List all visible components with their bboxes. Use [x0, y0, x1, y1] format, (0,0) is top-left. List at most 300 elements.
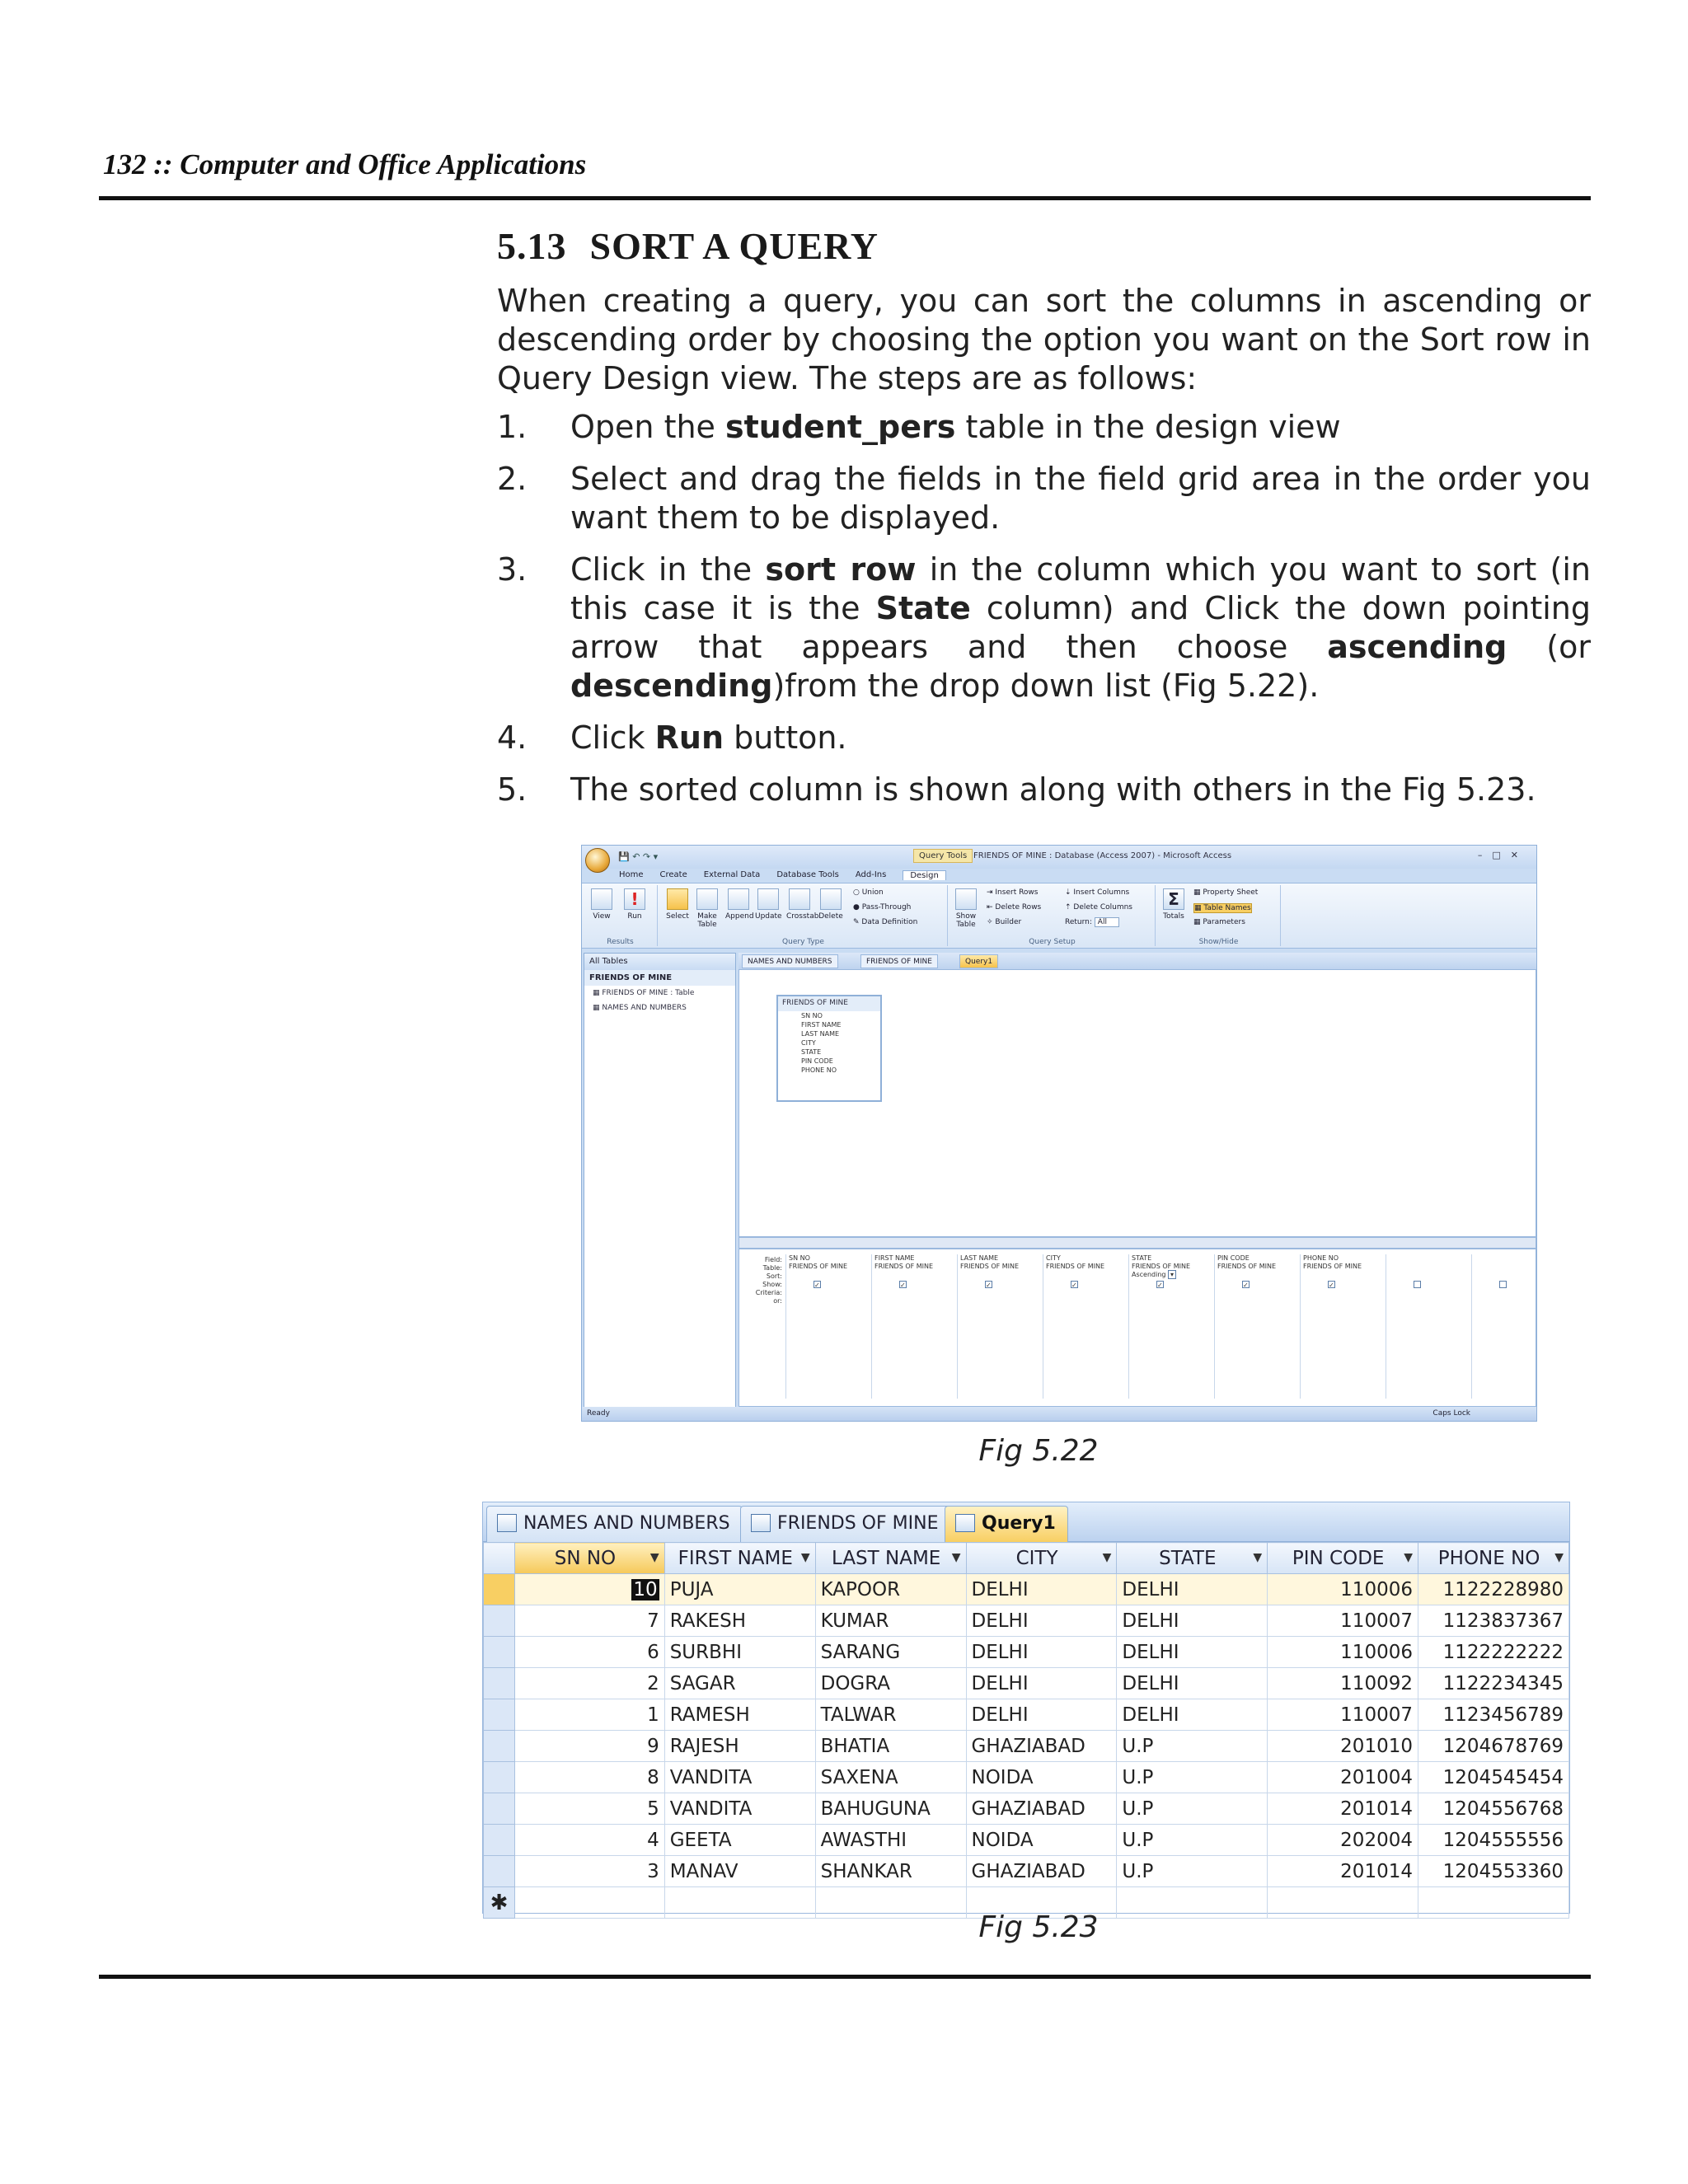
cell-value: 7: [647, 1610, 659, 1632]
query-icon: [497, 1514, 517, 1532]
chevron-down-icon[interactable]: ▼: [649, 1550, 659, 1564]
table-cell[interactable]: [1418, 1637, 1568, 1668]
cell-value: DELHI: [1122, 1610, 1179, 1632]
delete-button[interactable]: [818, 888, 844, 921]
row-selector[interactable]: [484, 1574, 515, 1605]
step-text: table in the design view: [955, 409, 1341, 445]
step-number: 1.: [497, 409, 528, 445]
cell-value: 1122228980: [1442, 1578, 1564, 1601]
make-table-button[interactable]: [694, 888, 720, 929]
nav-group-friends[interactable]: FRIENDS OF MINE: [584, 970, 735, 986]
cell-value: U.P: [1122, 1860, 1154, 1882]
table-row[interactable]: [484, 1856, 1569, 1887]
top-rule: [99, 196, 1591, 200]
doc-tab-friends[interactable]: FRIENDS OF MINE: [860, 954, 938, 968]
row-selector[interactable]: [484, 1793, 515, 1825]
table-cell[interactable]: [1117, 1793, 1268, 1825]
datasheet-body: [484, 1574, 1569, 1919]
table-cell[interactable]: [514, 1887, 664, 1919]
table-cell[interactable]: [966, 1731, 1117, 1762]
cell-value: 1204545454: [1442, 1766, 1564, 1788]
step-text: The sorted column is shown along with others in the Fig 5.23.: [570, 771, 1536, 808]
header-row: [484, 1543, 1569, 1574]
cell-value: KAPOOR: [820, 1578, 901, 1601]
table-row[interactable]: [484, 1825, 1569, 1856]
grid-column[interactable]: SN NO FRIENDS OF MINE ✓: [785, 1254, 871, 1399]
table-cell[interactable]: [1117, 1637, 1268, 1668]
step-number: 4.: [497, 719, 528, 756]
table-cell[interactable]: [1268, 1574, 1418, 1605]
parameters-button[interactable]: ▦ Parameters: [1193, 918, 1245, 926]
show-table-button[interactable]: [953, 888, 979, 929]
table-cell[interactable]: [1418, 1699, 1568, 1731]
select-label: Select: [666, 912, 689, 921]
cell-value: DELHI: [971, 1672, 1029, 1694]
table-cell[interactable]: [1268, 1605, 1418, 1637]
table-cell[interactable]: [966, 1637, 1117, 1668]
table-names-button[interactable]: ▦ Table Names: [1194, 904, 1251, 912]
cell-value: TALWAR: [820, 1704, 897, 1726]
step-text: column) and Click the down pointing arrow that appears and then choose: [570, 590, 1591, 665]
cell-value: 4: [647, 1829, 659, 1851]
nav-item-names-numbers[interactable]: ▦ NAMES AND NUMBERS: [593, 1004, 687, 1012]
cell-value: 8: [647, 1766, 659, 1788]
table-cell[interactable]: [1418, 1731, 1568, 1762]
show-checkbox[interactable]: ✓: [1329, 1282, 1334, 1289]
show-checkbox[interactable]: ✓: [1071, 1282, 1077, 1289]
table-cell[interactable]: [664, 1699, 815, 1731]
chevron-down-icon[interactable]: ▼: [1253, 1550, 1263, 1564]
field-list-item[interactable]: PIN CODE: [801, 1057, 833, 1065]
chevron-down-icon[interactable]: ▼: [1404, 1550, 1413, 1564]
table-cell[interactable]: [1418, 1793, 1568, 1825]
results-label: Results: [607, 938, 634, 946]
results-group: [584, 885, 658, 946]
table-cell[interactable]: [815, 1574, 966, 1605]
grid-column-empty[interactable]: [1386, 1254, 1471, 1399]
query-setup-label: Query Setup: [1029, 938, 1076, 946]
totals-label: Totals: [1163, 912, 1184, 921]
table-cell[interactable]: [815, 1668, 966, 1699]
cell-value: DELHI: [1122, 1578, 1179, 1601]
grid-column[interactable]: PIN CODE FRIENDS OF MINE ✓: [1214, 1254, 1300, 1399]
step-text: in the column which you want to sort (in this case it is the: [570, 551, 1591, 626]
query-icon: [955, 1514, 975, 1532]
append-icon: [728, 888, 749, 910]
step-text: Select and drag the fields in the field grid area in the order you want them to be displayed.: [570, 461, 1591, 536]
grid-column[interactable]: CITY FRIENDS OF MINE ✓: [1043, 1254, 1128, 1399]
doc-tab-names-numbers[interactable]: NAMES AND NUMBERS: [742, 954, 838, 968]
step-bold: Run: [654, 719, 724, 756]
cell-value: SHANKAR: [820, 1860, 912, 1882]
steps-list: [497, 408, 1591, 823]
field-list-item[interactable]: LAST NAME: [801, 1030, 840, 1038]
cell-value: 1204678769: [1442, 1735, 1564, 1757]
cell-value: GHAZIABAD: [971, 1860, 1085, 1882]
show-checkbox[interactable]: ✓: [1243, 1282, 1249, 1289]
step-bold: student_pers: [725, 409, 956, 445]
table-cell[interactable]: [514, 1825, 664, 1856]
cell-value: AWASTHI: [820, 1829, 907, 1851]
show-hide-label: Show/Hide: [1198, 938, 1239, 946]
table-cell[interactable]: [1418, 1762, 1568, 1793]
sort-dropdown[interactable]: Ascending ▾: [1132, 1271, 1214, 1279]
table-cell[interactable]: [664, 1731, 815, 1762]
section-title-text: SORT A QUERY: [589, 225, 879, 267]
cell-value: U.P: [1122, 1766, 1154, 1788]
figure-caption-5-22: Fig 5.22: [978, 1434, 1099, 1468]
select-icon: [667, 888, 688, 910]
table-cell[interactable]: [1117, 1699, 1268, 1731]
table-cell[interactable]: [815, 1731, 966, 1762]
cell-value: 10: [633, 1578, 658, 1601]
table-cell[interactable]: [514, 1793, 664, 1825]
table-cell[interactable]: [966, 1668, 1117, 1699]
table-cell[interactable]: [1268, 1762, 1418, 1793]
ds-tab-query1[interactable]: Query1: [945, 1506, 1068, 1542]
update-button[interactable]: [755, 888, 781, 921]
run-label: Run: [627, 912, 642, 921]
table-cell[interactable]: [1268, 1731, 1418, 1762]
cell-value: 1122234345: [1442, 1672, 1564, 1694]
crosstab-label: Crosstab: [786, 912, 819, 921]
step-text: Open the: [570, 409, 726, 445]
update-icon: [757, 888, 779, 910]
cell-value: NOIDA: [971, 1829, 1034, 1851]
query-type-label: Query Type: [782, 938, 824, 946]
crosstab-icon: [789, 888, 810, 910]
cell-value: 201014: [1340, 1860, 1413, 1882]
cell-value: 1204553360: [1442, 1860, 1564, 1882]
cell-value: 1122222222: [1442, 1641, 1564, 1663]
table-row[interactable]: [484, 1637, 1569, 1668]
chevron-down-icon[interactable]: ▼: [1102, 1550, 1112, 1564]
column-header-state[interactable]: STATE ▼: [1117, 1543, 1268, 1574]
totals-button[interactable]: [1160, 888, 1187, 921]
tab-home[interactable]: Home: [619, 870, 644, 879]
table-cell[interactable]: [1268, 1793, 1418, 1825]
table-cell[interactable]: [1268, 1637, 1418, 1668]
cell-value: RAJESH: [669, 1735, 739, 1757]
cell-value: 110006: [1340, 1578, 1413, 1601]
cell-value: 2: [647, 1672, 659, 1694]
doc-tab-query1[interactable]: Query1: [959, 954, 998, 968]
query-design-grid: [738, 1249, 1536, 1407]
table-cell[interactable]: [815, 1825, 966, 1856]
show-checkbox[interactable]: [1499, 1281, 1507, 1288]
table-cell[interactable]: [966, 1605, 1117, 1637]
office-button[interactable]: [585, 848, 610, 873]
cell-value: DOGRA: [820, 1672, 891, 1694]
show-checkbox[interactable]: [1414, 1281, 1421, 1288]
ds-tab-names-numbers[interactable]: NAMES AND NUMBERS: [486, 1506, 743, 1542]
return-select[interactable]: Return: All: [1065, 918, 1119, 926]
make-table-label: Make Table: [697, 912, 717, 929]
table-cell[interactable]: [1418, 1574, 1568, 1605]
new-record-icon[interactable]: ✱: [484, 1887, 515, 1919]
cell-value: DELHI: [971, 1704, 1029, 1726]
cell-value: DELHI: [971, 1641, 1029, 1663]
step-item: [497, 771, 1591, 809]
select-all-corner[interactable]: [484, 1543, 515, 1574]
table-cell[interactable]: [664, 1668, 815, 1699]
tab-add-ins[interactable]: Add-Ins: [855, 870, 887, 879]
run-icon: !: [624, 888, 645, 910]
intro-paragraph: When creating a query, you can sort the columns in ascending or descending order by choosing the option you want on the Sort row in Query Design view. The steps are as follows:: [497, 283, 1591, 396]
cell-value: BHATIA: [820, 1735, 890, 1757]
table-cell[interactable]: [514, 1699, 664, 1731]
table-cell[interactable]: [815, 1605, 966, 1637]
window-controls[interactable]: –□✕: [1477, 850, 1528, 860]
cell-value: DELHI: [1122, 1672, 1179, 1694]
row-selector[interactable]: [484, 1856, 515, 1887]
delete-columns-button[interactable]: ⇡ Delete Columns: [1065, 903, 1132, 912]
row-selector[interactable]: [484, 1731, 515, 1762]
field-list-item[interactable]: SN NO: [801, 1012, 823, 1019]
pane-splitter[interactable]: [738, 1237, 1536, 1249]
query-setup-group: [950, 885, 1156, 946]
document-tabs: [738, 953, 1536, 969]
field-list-item[interactable]: CITY: [801, 1039, 816, 1047]
property-sheet-button[interactable]: ▦ Property Sheet: [1193, 888, 1259, 897]
table-cell[interactable]: [1117, 1668, 1268, 1699]
field-list-item[interactable]: FIRST NAME: [801, 1021, 842, 1029]
table-cell[interactable]: [966, 1574, 1117, 1605]
datasheet-grid: [483, 1542, 1569, 1919]
table-cell[interactable]: [664, 1793, 815, 1825]
view-button[interactable]: [588, 888, 615, 921]
cell-value: RAMESH: [669, 1704, 750, 1726]
table-cell[interactable]: [966, 1793, 1117, 1825]
delete-rows-button[interactable]: ⇤ Delete Rows: [987, 903, 1042, 912]
cell-value: SARANG: [820, 1641, 901, 1663]
table-cell[interactable]: [815, 1762, 966, 1793]
table-cell[interactable]: [1268, 1887, 1418, 1919]
row-selector[interactable]: [484, 1668, 515, 1699]
row-selector[interactable]: [484, 1762, 515, 1793]
crosstab-button[interactable]: [786, 888, 819, 921]
cell-value: 110007: [1340, 1704, 1413, 1726]
insert-columns-button[interactable]: ⇣ Insert Columns: [1065, 888, 1130, 897]
table-row[interactable]: [484, 1668, 1569, 1699]
show-checkbox[interactable]: ✓: [986, 1282, 992, 1289]
cell-value: GEETA: [669, 1829, 732, 1851]
grid-column-empty[interactable]: [1471, 1254, 1536, 1399]
run-button[interactable]: [621, 888, 648, 921]
step-text: Click in the: [570, 551, 766, 588]
cell-value: U.P: [1122, 1797, 1154, 1820]
builder-button[interactable]: ✧ Builder: [987, 918, 1022, 926]
table-row[interactable]: [484, 1605, 1569, 1637]
table-cell[interactable]: [664, 1856, 815, 1887]
table-cell[interactable]: [514, 1731, 664, 1762]
table-cell[interactable]: [1268, 1668, 1418, 1699]
table-cell[interactable]: [1418, 1668, 1568, 1699]
table-cell[interactable]: [1117, 1856, 1268, 1887]
row-selector[interactable]: [484, 1699, 515, 1731]
column-header-first-name[interactable]: FIRST NAME ▼: [664, 1543, 815, 1574]
data-definition-button[interactable]: ✎ Data Definition: [853, 918, 918, 926]
step-item: [497, 408, 1591, 447]
grid-column[interactable]: PHONE NO FRIENDS OF MINE ✓: [1300, 1254, 1386, 1399]
table-cell[interactable]: [815, 1699, 966, 1731]
show-checkbox[interactable]: ✓: [900, 1282, 906, 1289]
table-cell[interactable]: [664, 1574, 815, 1605]
grid-column[interactable]: LAST NAME FRIENDS OF MINE ✓: [957, 1254, 1043, 1399]
table-row[interactable]: [484, 1731, 1569, 1762]
table-cell[interactable]: [966, 1825, 1117, 1856]
step-text: button.: [724, 719, 847, 756]
table-cell[interactable]: [664, 1605, 815, 1637]
table-cell[interactable]: [514, 1637, 664, 1668]
cell-value: VANDITA: [669, 1766, 753, 1788]
union-button[interactable]: ○ Union: [853, 888, 884, 897]
cell-value: GHAZIABAD: [971, 1735, 1085, 1757]
table-cell[interactable]: [966, 1762, 1117, 1793]
table-row[interactable]: [484, 1699, 1569, 1731]
cell-value: 110006: [1340, 1641, 1413, 1663]
table-row[interactable]: [484, 1793, 1569, 1825]
row-selector[interactable]: [484, 1825, 515, 1856]
table-row[interactable]: [484, 1574, 1569, 1605]
table-cell[interactable]: [815, 1793, 966, 1825]
cell-value: GHAZIABAD: [971, 1797, 1085, 1820]
table-cell[interactable]: [1117, 1605, 1268, 1637]
table-row[interactable]: [484, 1762, 1569, 1793]
insert-rows-button[interactable]: ⇥ Insert Rows: [987, 888, 1039, 897]
datasheet-tabs: [483, 1502, 1569, 1542]
column-header-sn-no[interactable]: SN NO ▼: [514, 1543, 664, 1574]
table-cell[interactable]: [1268, 1699, 1418, 1731]
field-list-item[interactable]: PHONE NO: [801, 1066, 837, 1074]
bottom-rule: [99, 1975, 1591, 1979]
tab-external-data[interactable]: External Data: [703, 870, 761, 879]
cell-value: 201014: [1340, 1797, 1413, 1820]
grid-column[interactable]: FIRST NAME FRIENDS OF MINE ✓: [871, 1254, 957, 1399]
show-hide-group: [1157, 885, 1281, 946]
table-cell[interactable]: [966, 1699, 1117, 1731]
section-number: 5.13: [497, 225, 567, 267]
grid-column-state[interactable]: STATE FRIENDS OF MINE Ascending ▾ ✓: [1128, 1254, 1214, 1399]
step-number: 3.: [497, 551, 528, 588]
query-type-group: [659, 885, 948, 946]
row-selector[interactable]: [484, 1605, 515, 1637]
step-number: 5.: [497, 771, 528, 808]
query-tools-tab: Query Tools: [913, 849, 973, 863]
cell-value: 6: [647, 1641, 659, 1663]
row-selector[interactable]: [484, 1637, 515, 1668]
show-checkbox[interactable]: ✓: [1157, 1282, 1163, 1289]
table-cell[interactable]: [1117, 1574, 1268, 1605]
table-cell[interactable]: [1418, 1887, 1568, 1919]
cell-value: 110007: [1340, 1610, 1413, 1632]
table-cell[interactable]: [1418, 1825, 1568, 1856]
column-header-pin-code[interactable]: PIN CODE ▼: [1268, 1543, 1418, 1574]
cell-value: 9: [647, 1735, 659, 1757]
table-cell[interactable]: [664, 1887, 815, 1919]
chevron-down-icon[interactable]: ▼: [800, 1550, 810, 1564]
table-cell[interactable]: [815, 1637, 966, 1668]
ds-tab-friends[interactable]: FRIENDS OF MINE: [740, 1506, 950, 1542]
append-button[interactable]: [725, 888, 752, 921]
cell-value: DELHI: [1122, 1641, 1179, 1663]
cell-value: SAGAR: [669, 1672, 736, 1694]
step-number: 2.: [497, 461, 528, 497]
chevron-down-icon[interactable]: ▼: [1554, 1550, 1564, 1564]
table-cell[interactable]: [514, 1856, 664, 1887]
step-item: [497, 551, 1591, 705]
cell-value: VANDITA: [669, 1797, 753, 1820]
table-cell[interactable]: [664, 1825, 815, 1856]
view-icon: [591, 888, 612, 910]
figure-caption-5-23: Fig 5.23: [978, 1910, 1099, 1944]
table-cell[interactable]: [514, 1574, 664, 1605]
chevron-down-icon[interactable]: ▾: [1168, 1270, 1176, 1279]
field-list-item[interactable]: STATE: [801, 1048, 822, 1056]
nav-item-friends-table[interactable]: ▦ FRIENDS OF MINE : Table: [584, 986, 735, 1001]
cell-value: 1204556768: [1442, 1797, 1564, 1820]
nav-header[interactable]: All Tables: [584, 954, 735, 970]
table-cell[interactable]: [514, 1605, 664, 1637]
table-cell[interactable]: [966, 1856, 1117, 1887]
table-cell[interactable]: [514, 1668, 664, 1699]
table-cell[interactable]: [1418, 1605, 1568, 1637]
column-header-city[interactable]: CITY ▼: [966, 1543, 1117, 1574]
query-datasheet: [482, 1502, 1570, 1914]
table-cell[interactable]: [1268, 1825, 1418, 1856]
step-bold: sort row: [765, 551, 917, 588]
status-caps-lock: Caps Lock: [1432, 1409, 1470, 1418]
table-cell[interactable]: [1268, 1856, 1418, 1887]
sigma-icon: Σ: [1163, 888, 1184, 910]
chevron-down-icon[interactable]: ▼: [951, 1550, 961, 1564]
cell-value: RAKESH: [669, 1610, 746, 1632]
pass-through-button[interactable]: ● Pass-Through: [853, 903, 912, 912]
table-cell[interactable]: [514, 1762, 664, 1793]
table-cell[interactable]: [815, 1856, 966, 1887]
cell-value: PUJA: [669, 1578, 714, 1601]
step-item: [497, 719, 1591, 757]
show-checkbox[interactable]: ✓: [814, 1282, 820, 1289]
field-list[interactable]: [776, 995, 882, 1102]
window-title: FRIENDS OF MINE : Database (Access 2007) - Microsoft Access: [973, 851, 1232, 860]
quick-access-toolbar[interactable]: 💾 ↶ ↷ ▾: [618, 851, 659, 862]
table-cell[interactable]: [1418, 1856, 1568, 1887]
table-cell[interactable]: [1117, 1762, 1268, 1793]
step-item: [497, 460, 1591, 537]
ribbon: [582, 883, 1536, 949]
field-list-title: FRIENDS OF MINE: [778, 996, 880, 1011]
column-header-last-name[interactable]: LAST NAME ▼: [815, 1543, 966, 1574]
table-cell[interactable]: [664, 1762, 815, 1793]
cell-value: SAXENA: [820, 1766, 898, 1788]
tab-design[interactable]: Design: [903, 870, 946, 880]
cell-value: SURBHI: [669, 1641, 742, 1663]
column-header-phone-no[interactable]: PHONE NO ▼: [1418, 1543, 1568, 1574]
tab-database-tools[interactable]: Database Tools: [776, 870, 839, 879]
ribbon-tabs: [619, 870, 946, 880]
access-query-design-window: [581, 845, 1537, 1422]
table-cell[interactable]: [664, 1637, 815, 1668]
table-cell[interactable]: [1117, 1825, 1268, 1856]
select-button[interactable]: [664, 888, 691, 921]
step-bold: ascending: [1327, 629, 1507, 665]
table-cell[interactable]: [1117, 1731, 1268, 1762]
view-label: View: [593, 912, 611, 921]
step-text: )from the drop down list (Fig 5.22).: [772, 668, 1320, 704]
cell-value: 110092: [1340, 1672, 1413, 1694]
tab-create[interactable]: Create: [659, 870, 687, 879]
